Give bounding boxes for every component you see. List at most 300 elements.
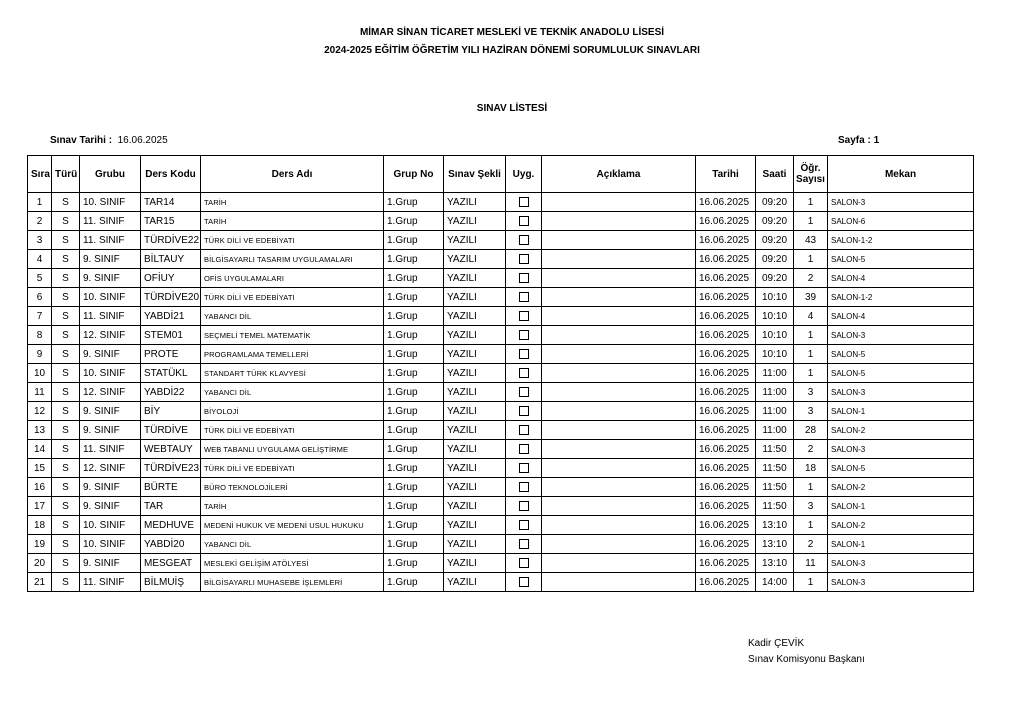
cell-sira: 10 <box>28 364 52 383</box>
table-row <box>28 269 974 288</box>
cell-sekil: YAZILI <box>444 535 506 554</box>
col-header: Grubu <box>80 156 141 193</box>
cell-ad: YABANCI DİL <box>201 535 384 554</box>
exam-table <box>27 155 974 592</box>
cell-tarih: 16.06.2025 <box>696 402 756 421</box>
cell-grup-no: 1.Grup <box>384 421 444 440</box>
cell-saat: 11:50 <box>756 459 794 478</box>
cell-turu: S <box>52 269 80 288</box>
cell-kod: STATÜKL <box>141 364 201 383</box>
cell-mekan: SALON-2 <box>828 478 974 497</box>
cell-ad: BİYOLOJİ <box>201 402 384 421</box>
cell-aciklama <box>542 212 696 231</box>
checkbox[interactable] <box>519 311 529 321</box>
cell-aciklama <box>542 364 696 383</box>
cell-grup-no: 1.Grup <box>384 364 444 383</box>
cell-turu: S <box>52 250 80 269</box>
cell-turu: S <box>52 326 80 345</box>
cell-aciklama <box>542 497 696 516</box>
cell-aciklama <box>542 345 696 364</box>
cell-tarih: 16.06.2025 <box>696 269 756 288</box>
cell-tarih: 16.06.2025 <box>696 231 756 250</box>
cell-uyg[interactable] <box>506 402 542 421</box>
cell-sekil: YAZILI <box>444 421 506 440</box>
cell-tarih: 16.06.2025 <box>696 459 756 478</box>
table-row <box>28 535 974 554</box>
cell-sayi: 43 <box>794 231 828 250</box>
cell-sekil: YAZILI <box>444 497 506 516</box>
cell-kod: YABDİ21 <box>141 307 201 326</box>
cell-sira: 5 <box>28 269 52 288</box>
cell-sayi: 39 <box>794 288 828 307</box>
cell-mekan: SALON-2 <box>828 516 974 535</box>
table-row <box>28 478 974 497</box>
cell-saat: 13:10 <box>756 535 794 554</box>
cell-saat: 10:10 <box>756 326 794 345</box>
cell-ad: PROGRAMLAMA TEMELLERİ <box>201 345 384 364</box>
cell-turu: S <box>52 345 80 364</box>
cell-kod: BÜRTE <box>141 478 201 497</box>
cell-aciklama <box>542 383 696 402</box>
cell-sira: 14 <box>28 440 52 459</box>
cell-mekan: SALON-5 <box>828 364 974 383</box>
cell-ad: TÜRK DİLİ VE EDEBİYATI <box>201 231 384 250</box>
cell-sayi: 1 <box>794 345 828 364</box>
cell-sira: 8 <box>28 326 52 345</box>
page-value: 1 <box>873 135 880 146</box>
checkbox[interactable] <box>519 558 529 568</box>
cell-uyg[interactable] <box>506 440 542 459</box>
cell-aciklama <box>542 554 696 573</box>
cell-uyg[interactable] <box>506 307 542 326</box>
cell-uyg[interactable] <box>506 345 542 364</box>
cell-sira: 2 <box>28 212 52 231</box>
cell-kod: MEDHUVE <box>141 516 201 535</box>
cell-kod: WEBTAUY <box>141 440 201 459</box>
table-row <box>28 402 974 421</box>
cell-sekil: YAZILI <box>444 326 506 345</box>
cell-ad: BİLGİSAYARLI MUHASEBE İŞLEMLERİ <box>201 573 384 592</box>
cell-sayi: 4 <box>794 307 828 326</box>
cell-sira: 17 <box>28 497 52 516</box>
cell-ad: TÜRK DİLİ VE EDEBİYATI <box>201 288 384 307</box>
col-header: Uyg. <box>506 156 542 193</box>
cell-aciklama <box>542 535 696 554</box>
cell-grubu: 12. SINIF <box>80 459 141 478</box>
cell-tarih: 16.06.2025 <box>696 421 756 440</box>
cell-sira: 1 <box>28 193 52 212</box>
cell-sira: 9 <box>28 345 52 364</box>
cell-grup-no: 1.Grup <box>384 535 444 554</box>
table-row <box>28 326 974 345</box>
cell-aciklama <box>542 231 696 250</box>
cell-aciklama <box>542 440 696 459</box>
cell-kod: OFİUY <box>141 269 201 288</box>
col-header: Saati <box>756 156 794 193</box>
cell-grup-no: 1.Grup <box>384 193 444 212</box>
cell-uyg[interactable] <box>506 383 542 402</box>
cell-grubu: 9. SINIF <box>80 269 141 288</box>
cell-mekan: SALON-3 <box>828 554 974 573</box>
cell-sayi: 2 <box>794 535 828 554</box>
cell-grubu: 9. SINIF <box>80 250 141 269</box>
cell-uyg[interactable] <box>506 212 542 231</box>
cell-sira: 12 <box>28 402 52 421</box>
cell-turu: S <box>52 307 80 326</box>
cell-sekil: YAZILI <box>444 212 506 231</box>
checkbox[interactable] <box>519 482 529 492</box>
cell-aciklama <box>542 307 696 326</box>
cell-saat: 09:20 <box>756 193 794 212</box>
cell-uyg[interactable] <box>506 231 542 250</box>
table-row <box>28 193 974 212</box>
cell-uyg[interactable] <box>506 497 542 516</box>
cell-sira: 18 <box>28 516 52 535</box>
exam-date-label: Sınav Tarihi : <box>50 135 113 146</box>
cell-grup-no: 1.Grup <box>384 383 444 402</box>
cell-sira: 3 <box>28 231 52 250</box>
cell-sayi: 3 <box>794 402 828 421</box>
cell-kod: PROTE <box>141 345 201 364</box>
cell-aciklama <box>542 250 696 269</box>
cell-grup-no: 1.Grup <box>384 459 444 478</box>
cell-ad: TARİH <box>201 212 384 231</box>
cell-turu: S <box>52 421 80 440</box>
cell-sayi: 3 <box>794 497 828 516</box>
cell-sekil: YAZILI <box>444 402 506 421</box>
cell-grubu: 9. SINIF <box>80 554 141 573</box>
cell-tarih: 16.06.2025 <box>696 193 756 212</box>
cell-grup-no: 1.Grup <box>384 326 444 345</box>
cell-sira: 21 <box>28 573 52 592</box>
cell-turu: S <box>52 193 80 212</box>
cell-aciklama <box>542 573 696 592</box>
checkbox[interactable] <box>519 349 529 359</box>
table-row <box>28 516 974 535</box>
cell-uyg[interactable] <box>506 535 542 554</box>
cell-grup-no: 1.Grup <box>384 231 444 250</box>
cell-mekan: SALON-5 <box>828 459 974 478</box>
cell-mekan: SALON-1 <box>828 535 974 554</box>
cell-sekil: YAZILI <box>444 345 506 364</box>
cell-tarih: 16.06.2025 <box>696 288 756 307</box>
cell-mekan: SALON-3 <box>828 383 974 402</box>
cell-ad: OFİS UYGULAMALARI <box>201 269 384 288</box>
cell-aciklama <box>542 459 696 478</box>
cell-uyg[interactable] <box>506 250 542 269</box>
checkbox[interactable] <box>519 539 529 549</box>
cell-uyg[interactable] <box>506 516 542 535</box>
cell-saat: 11:50 <box>756 440 794 459</box>
cell-mekan: SALON-5 <box>828 345 974 364</box>
cell-grup-no: 1.Grup <box>384 269 444 288</box>
cell-aciklama <box>542 269 696 288</box>
cell-kod: TÜRDİVE <box>141 421 201 440</box>
cell-sira: 13 <box>28 421 52 440</box>
cell-tarih: 16.06.2025 <box>696 440 756 459</box>
cell-kod: YABDİ22 <box>141 383 201 402</box>
cell-turu: S <box>52 554 80 573</box>
checkbox[interactable] <box>519 254 529 264</box>
checkbox[interactable] <box>519 463 529 473</box>
cell-turu: S <box>52 516 80 535</box>
cell-uyg[interactable] <box>506 421 542 440</box>
cell-aciklama <box>542 288 696 307</box>
cell-grubu: 12. SINIF <box>80 383 141 402</box>
cell-saat: 11:50 <box>756 478 794 497</box>
cell-kod: BİLMUİŞ <box>141 573 201 592</box>
cell-ad: TARİH <box>201 497 384 516</box>
checkbox[interactable] <box>519 197 529 207</box>
checkbox[interactable] <box>519 520 529 530</box>
checkbox[interactable] <box>519 577 529 587</box>
cell-mekan: SALON-4 <box>828 307 974 326</box>
cell-uyg[interactable] <box>506 573 542 592</box>
cell-saat: 09:20 <box>756 250 794 269</box>
table-row <box>28 288 974 307</box>
cell-sayi: 28 <box>794 421 828 440</box>
cell-grup-no: 1.Grup <box>384 478 444 497</box>
checkbox[interactable] <box>519 273 529 283</box>
checkbox[interactable] <box>519 425 529 435</box>
cell-sayi: 1 <box>794 573 828 592</box>
cell-tarih: 16.06.2025 <box>696 535 756 554</box>
col-header: Ders Kodu <box>141 156 201 193</box>
cell-kod: TAR15 <box>141 212 201 231</box>
table-row <box>28 307 974 326</box>
cell-uyg[interactable] <box>506 288 542 307</box>
cell-mekan: SALON-3 <box>828 440 974 459</box>
cell-saat: 11:00 <box>756 421 794 440</box>
cell-saat: 10:10 <box>756 307 794 326</box>
cell-grubu: 11. SINIF <box>80 573 141 592</box>
cell-uyg[interactable] <box>506 326 542 345</box>
cell-grup-no: 1.Grup <box>384 402 444 421</box>
cell-turu: S <box>52 364 80 383</box>
cell-ad: TARİH <box>201 193 384 212</box>
cell-tarih: 16.06.2025 <box>696 326 756 345</box>
table-row <box>28 459 974 478</box>
cell-sira: 20 <box>28 554 52 573</box>
col-header: Grup No <box>384 156 444 193</box>
cell-grup-no: 1.Grup <box>384 440 444 459</box>
cell-grup-no: 1.Grup <box>384 554 444 573</box>
checkbox[interactable] <box>519 406 529 416</box>
cell-sekil: YAZILI <box>444 478 506 497</box>
cell-sayi: 18 <box>794 459 828 478</box>
cell-grubu: 10. SINIF <box>80 193 141 212</box>
cell-grup-no: 1.Grup <box>384 212 444 231</box>
cell-ad: YABANCI DİL <box>201 307 384 326</box>
cell-grup-no: 1.Grup <box>384 307 444 326</box>
cell-tarih: 16.06.2025 <box>696 345 756 364</box>
cell-uyg[interactable] <box>506 478 542 497</box>
exam-date-value: 16.06.2025 <box>117 135 168 146</box>
cell-uyg[interactable] <box>506 364 542 383</box>
cell-tarih: 16.06.2025 <box>696 554 756 573</box>
cell-grup-no: 1.Grup <box>384 516 444 535</box>
cell-sira: 15 <box>28 459 52 478</box>
signatory-name: Kadir ÇEVİK <box>748 638 805 649</box>
table-row <box>28 364 974 383</box>
table-row <box>28 231 974 250</box>
cell-sekil: YAZILI <box>444 231 506 250</box>
cell-mekan: SALON-3 <box>828 326 974 345</box>
cell-ad: BÜRO TEKNOLOJİLERİ <box>201 478 384 497</box>
cell-sayi: 1 <box>794 478 828 497</box>
cell-grubu: 9. SINIF <box>80 478 141 497</box>
cell-grubu: 9. SINIF <box>80 345 141 364</box>
table-row <box>28 345 974 364</box>
cell-tarih: 16.06.2025 <box>696 364 756 383</box>
cell-grubu: 10. SINIF <box>80 288 141 307</box>
checkbox[interactable] <box>519 444 529 454</box>
cell-turu: S <box>52 573 80 592</box>
checkbox[interactable] <box>519 387 529 397</box>
cell-tarih: 16.06.2025 <box>696 478 756 497</box>
cell-sekil: YAZILI <box>444 307 506 326</box>
list-title: SINAV LİSTESİ <box>476 103 548 114</box>
cell-mekan: SALON-2 <box>828 421 974 440</box>
cell-tarih: 16.06.2025 <box>696 307 756 326</box>
cell-sayi: 1 <box>794 193 828 212</box>
table-header-row <box>28 156 974 193</box>
page-label: Sayfa : <box>838 135 871 146</box>
col-header: Öğr. Sayısı <box>794 156 828 193</box>
cell-uyg[interactable] <box>506 193 542 212</box>
cell-grubu: 11. SINIF <box>80 307 141 326</box>
checkbox[interactable] <box>519 292 529 302</box>
cell-ad: WEB TABANLI UYGULAMA GELİŞTİRME <box>201 440 384 459</box>
checkbox[interactable] <box>519 216 529 226</box>
cell-grup-no: 1.Grup <box>384 573 444 592</box>
cell-sira: 11 <box>28 383 52 402</box>
cell-tarih: 16.06.2025 <box>696 383 756 402</box>
cell-saat: 09:20 <box>756 269 794 288</box>
cell-turu: S <box>52 383 80 402</box>
checkbox[interactable] <box>519 330 529 340</box>
table-row <box>28 383 974 402</box>
cell-tarih: 16.06.2025 <box>696 212 756 231</box>
exam-period-title: 2024-2025 EĞİTİM ÖĞRETİM YILI HAZİRAN DÖNEMİ SORUMLULUK SINAVLARI <box>324 45 700 56</box>
cell-sayi: 1 <box>794 250 828 269</box>
cell-mekan: SALON-4 <box>828 269 974 288</box>
col-header: Ders Adı <box>201 156 384 193</box>
school-name: MİMAR SİNAN TİCARET MESLEKİ VE TEKNİK ANADOLU LİSESİ <box>359 27 665 38</box>
cell-kod: MESGEAT <box>141 554 201 573</box>
cell-mekan: SALON-1-2 <box>828 288 974 307</box>
cell-grubu: 11. SINIF <box>80 440 141 459</box>
cell-sira: 19 <box>28 535 52 554</box>
cell-grubu: 10. SINIF <box>80 535 141 554</box>
cell-uyg[interactable] <box>506 269 542 288</box>
cell-grubu: 9. SINIF <box>80 497 141 516</box>
cell-saat: 10:10 <box>756 345 794 364</box>
cell-ad: MEDENİ HUKUK VE MEDENİ USUL HUKUKU <box>201 516 384 535</box>
cell-uyg[interactable] <box>506 554 542 573</box>
cell-grup-no: 1.Grup <box>384 345 444 364</box>
table-row <box>28 212 974 231</box>
checkbox[interactable] <box>519 368 529 378</box>
exam-date <box>50 135 168 146</box>
cell-tarih: 16.06.2025 <box>696 573 756 592</box>
col-header: Açıklama <box>542 156 696 193</box>
cell-turu: S <box>52 440 80 459</box>
cell-saat: 09:20 <box>756 212 794 231</box>
cell-grubu: 12. SINIF <box>80 326 141 345</box>
cell-grubu: 11. SINIF <box>80 231 141 250</box>
cell-aciklama <box>542 478 696 497</box>
cell-ad: SEÇMELİ TEMEL MATEMATİK <box>201 326 384 345</box>
cell-ad: BİLGİSAYARLI TASARIM UYGULAMALARI <box>201 250 384 269</box>
cell-sekil: YAZILI <box>444 459 506 478</box>
cell-ad: MESLEKİ GELİŞİM ATÖLYESİ <box>201 554 384 573</box>
cell-sayi: 1 <box>794 516 828 535</box>
cell-kod: TÜRDİVE20 <box>141 288 201 307</box>
table-row <box>28 250 974 269</box>
cell-turu: S <box>52 478 80 497</box>
cell-turu: S <box>52 402 80 421</box>
cell-sekil: YAZILI <box>444 364 506 383</box>
table-row <box>28 573 974 592</box>
cell-ad: TÜRK DİLİ VE EDEBİYATI <box>201 421 384 440</box>
cell-saat: 13:10 <box>756 554 794 573</box>
cell-grup-no: 1.Grup <box>384 497 444 516</box>
cell-mekan: SALON-6 <box>828 212 974 231</box>
cell-sira: 6 <box>28 288 52 307</box>
cell-sira: 16 <box>28 478 52 497</box>
signatory-title: Sınav Komisyonu Başkanı <box>748 654 865 665</box>
cell-saat: 11:00 <box>756 383 794 402</box>
cell-sayi: 2 <box>794 440 828 459</box>
cell-ad: YABANCI DİL <box>201 383 384 402</box>
cell-sayi: 1 <box>794 212 828 231</box>
cell-kod: BİLTAUY <box>141 250 201 269</box>
checkbox[interactable] <box>519 235 529 245</box>
cell-sekil: YAZILI <box>444 554 506 573</box>
cell-aciklama <box>542 402 696 421</box>
cell-kod: TÜRDİVE23 <box>141 459 201 478</box>
cell-kod: TAR14 <box>141 193 201 212</box>
cell-turu: S <box>52 497 80 516</box>
cell-grubu: 11. SINIF <box>80 212 141 231</box>
cell-kod: STEM01 <box>141 326 201 345</box>
cell-mekan: SALON-3 <box>828 193 974 212</box>
table-row <box>28 440 974 459</box>
cell-mekan: SALON-3 <box>828 573 974 592</box>
cell-aciklama <box>542 421 696 440</box>
cell-aciklama <box>542 516 696 535</box>
page-number <box>838 135 879 146</box>
cell-grubu: 10. SINIF <box>80 516 141 535</box>
cell-uyg[interactable] <box>506 459 542 478</box>
checkbox[interactable] <box>519 501 529 511</box>
cell-sira: 4 <box>28 250 52 269</box>
table-row <box>28 421 974 440</box>
cell-grubu: 10. SINIF <box>80 364 141 383</box>
col-header: Mekan <box>828 156 974 193</box>
cell-sayi: 1 <box>794 364 828 383</box>
cell-sekil: YAZILI <box>444 250 506 269</box>
cell-kod: TAR <box>141 497 201 516</box>
cell-ad: STANDART TÜRK KLAVYESİ <box>201 364 384 383</box>
cell-saat: 11:50 <box>756 497 794 516</box>
cell-tarih: 16.06.2025 <box>696 516 756 535</box>
table-row <box>28 497 974 516</box>
cell-sekil: YAZILI <box>444 269 506 288</box>
cell-sekil: YAZILI <box>444 573 506 592</box>
cell-saat: 14:00 <box>756 573 794 592</box>
